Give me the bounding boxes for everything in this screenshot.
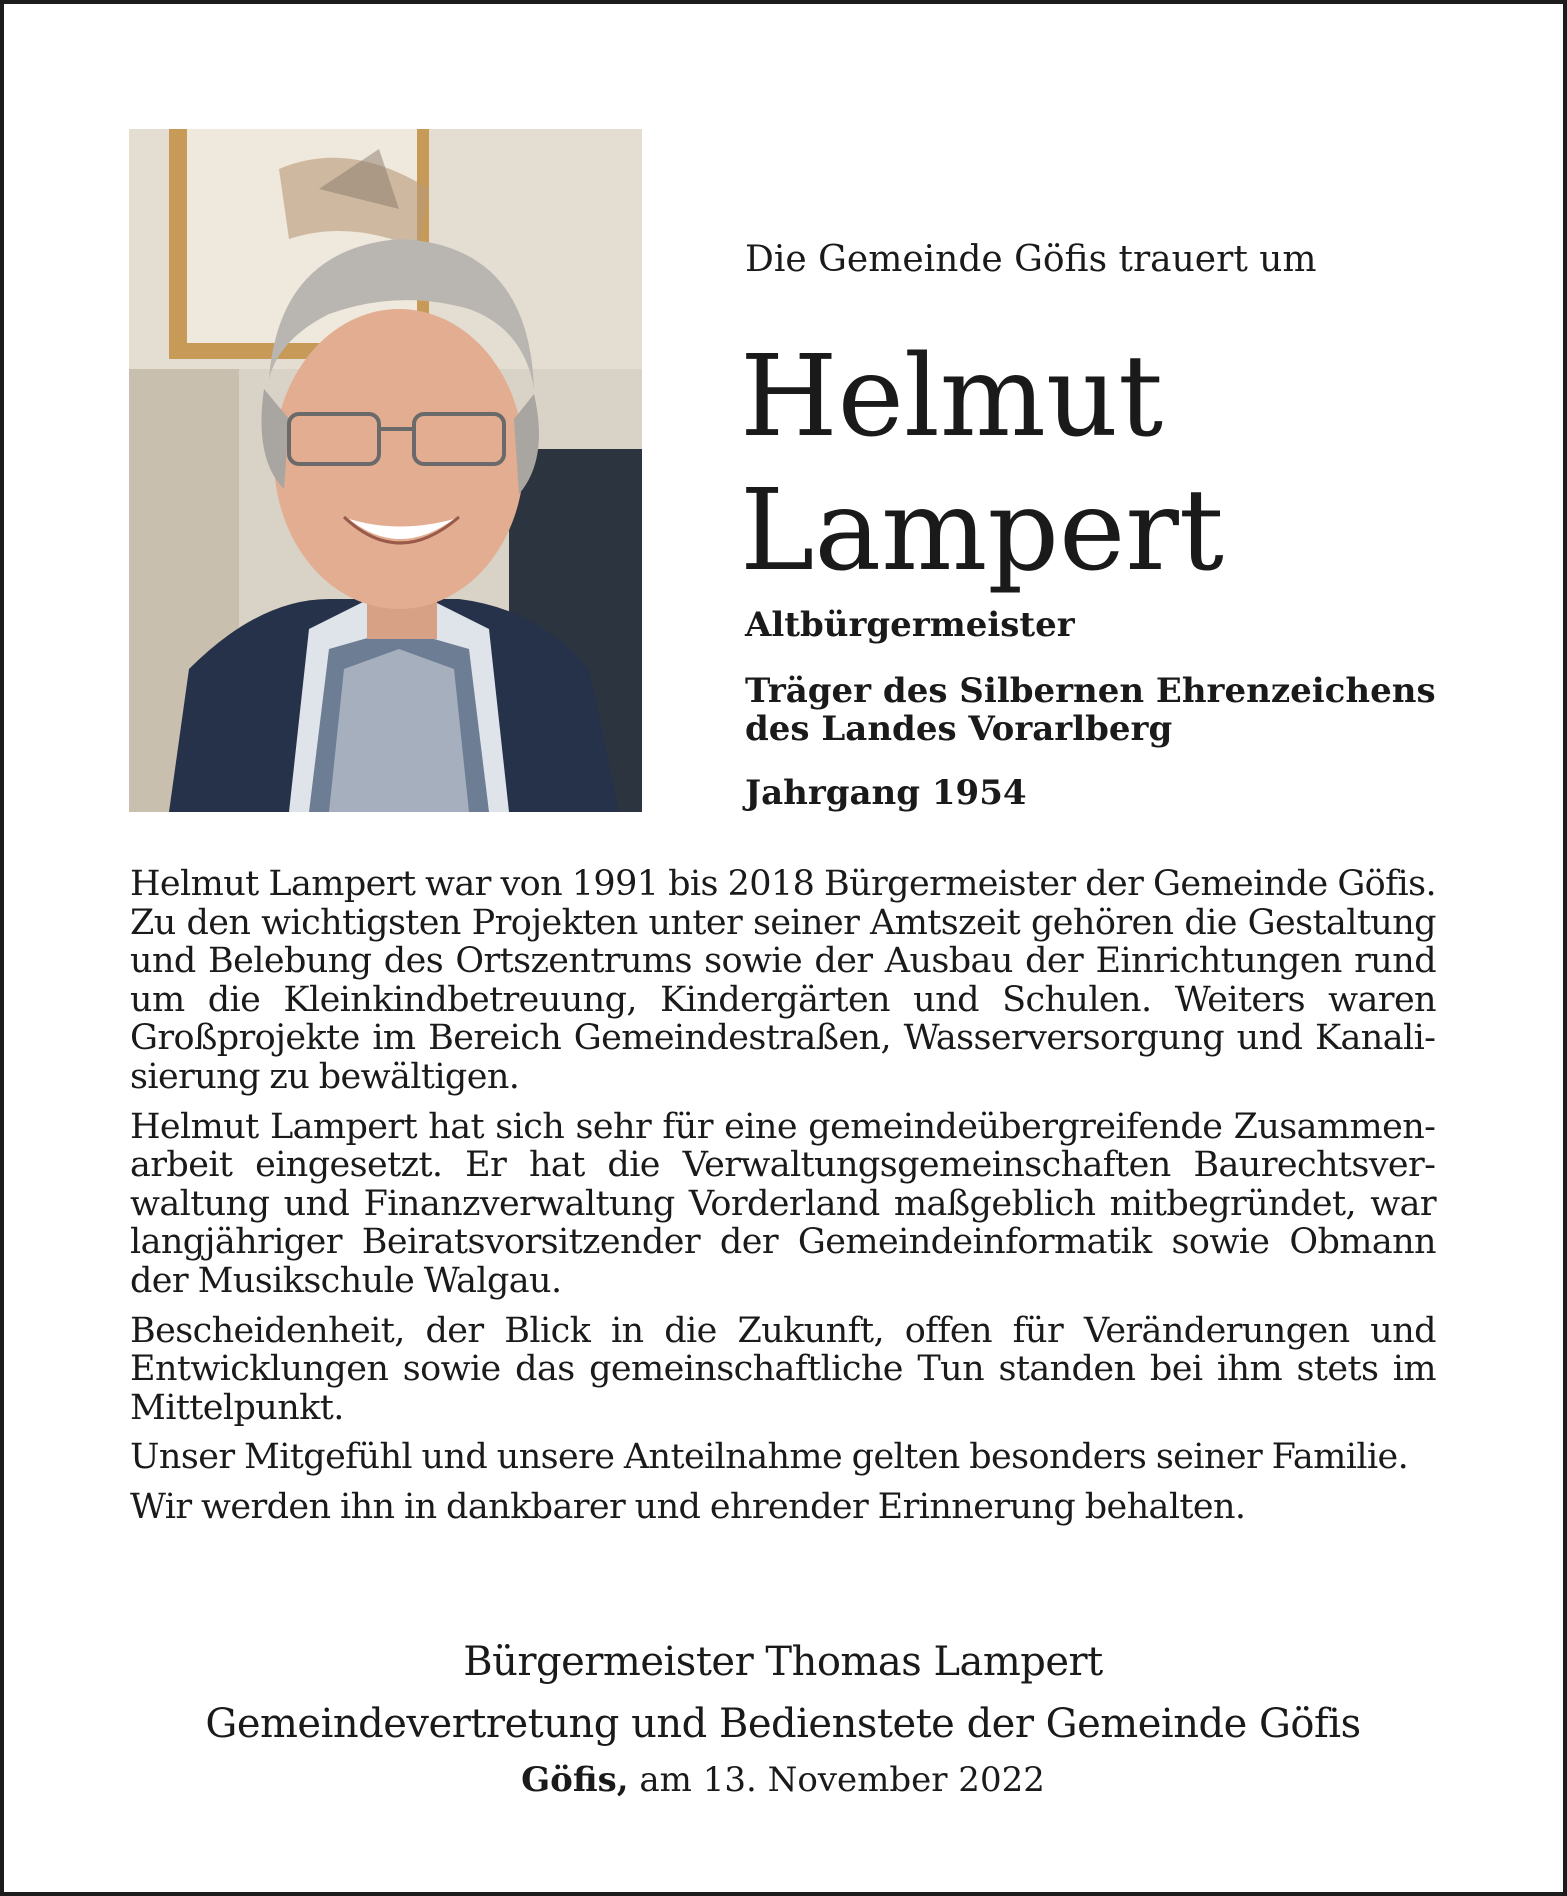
place-date bbox=[130, 1758, 1436, 1802]
place: Göfis, bbox=[521, 1760, 629, 1800]
first-name: Helmut bbox=[740, 332, 1164, 462]
date: am 13. November 2022 bbox=[639, 1760, 1045, 1800]
paragraph: Wir werden ihn in dankbarer und ehrender Erinnerung behalten. bbox=[130, 1486, 1246, 1527]
portrait-image bbox=[129, 129, 642, 812]
paragraph: Helmut Lampert hat sich sehr für eine gemeindeübergreifende Zusammenarbeit eingesetzt. Er hat die Verwaltungsgemeinschaften Baurechtsverwaltung und Finanzverwaltung Vorderland maßgeblich mitbegründet, war langjähriger Beiratsvorsitzender der Gemeindeinformatik sowie Obmann der Musikschule Walgau. bbox=[130, 1106, 1436, 1301]
signature-line2: Gemeindevertretung und Bedienstete der Gemeinde Göfis bbox=[205, 1701, 1361, 1747]
paragraph: Bescheidenheit, der Blick in die Zukunft, offen für Veränderungen und Entwicklungen sowie das gemeinschaftliche Tun standen bei ihm stets im Mittelpunkt. bbox=[130, 1310, 1436, 1428]
intro-line: Die Gemeinde Göfis trauert um bbox=[745, 239, 1317, 280]
last-name: Lampert bbox=[740, 466, 1224, 596]
honor-title-line2: des Landes Vorarlberg bbox=[745, 709, 1173, 749]
honor-title-line1: Träger des Silbernen Ehrenzeichens bbox=[745, 671, 1436, 711]
role-title: Altbürgermeister bbox=[745, 605, 1075, 645]
obituary-text bbox=[130, 865, 1436, 1538]
deceased-name bbox=[740, 330, 1224, 598]
birth-year: Jahrgang 1954 bbox=[745, 773, 1027, 813]
signature-block bbox=[130, 1631, 1436, 1755]
paragraph: Unser Mitgefühl und unsere Anteilnahme gelten besonders seiner Familie. bbox=[130, 1437, 1409, 1478]
portrait-photo bbox=[129, 129, 642, 812]
paragraph: Helmut Lampert war von 1991 bis 2018 Bürgermeister der Gemeinde Göfis. Zu den wichtigsten Projekten unter seiner Amtszeit gehören die Gestaltung und Belebung des Ortszentrums sowie der Ausbau der Einrichtungen rund um die Kleinkindbetreuung, Kindergärten und Schulen. Weiters waren Großprojekte im Bereich Gemeindestraßen, Wasserversorgung und Kanalisierung zu bewältigen. bbox=[130, 864, 1436, 1097]
signature-line1: Bürgermeister Thomas Lampert bbox=[463, 1639, 1103, 1685]
titles-block bbox=[745, 606, 1436, 812]
